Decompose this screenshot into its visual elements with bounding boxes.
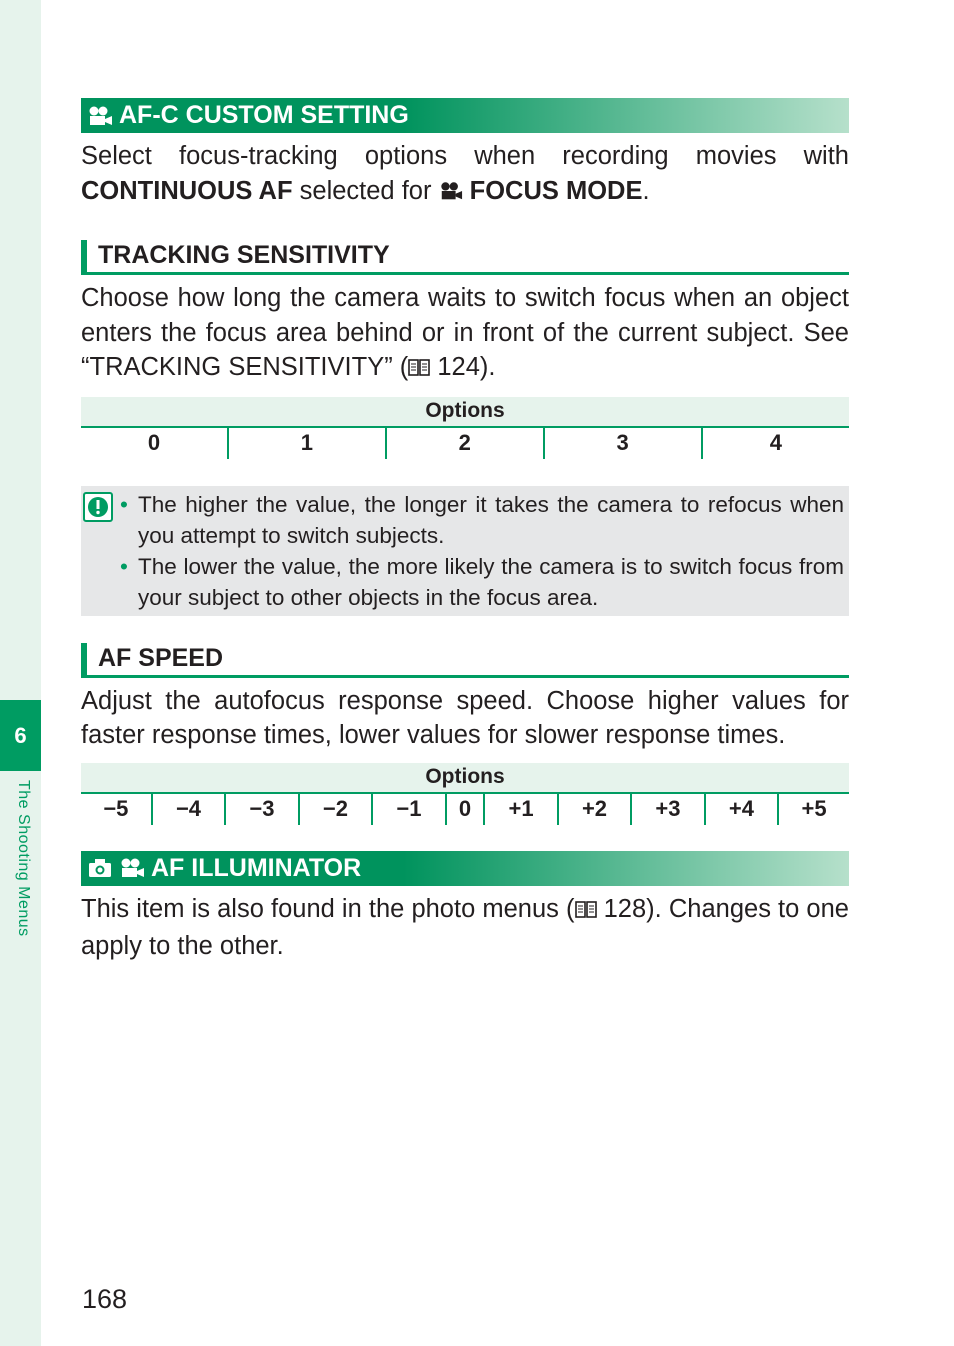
- option-cell: −3: [225, 793, 298, 825]
- section-banner-af-illuminator: [81, 851, 849, 886]
- chapter-tab: [0, 700, 41, 771]
- option-cell: −4: [152, 793, 225, 825]
- option-cell: +1: [484, 793, 557, 825]
- afspeed-description: Adjust the autofocus response speed. Choose higher values for faster response times, lower values for slower response times.: [81, 686, 849, 749]
- caution-icon: [83, 492, 113, 522]
- page-number: 168: [82, 1284, 128, 1314]
- tracking-description: Choose how long the camera waits to switch focus when an object enters the focus area behind or in front of the current subject. See “TRACKING SENSITIVITY” ( 124).: [81, 281, 849, 388]
- option-cell: 1: [228, 427, 386, 459]
- caution-item: • The higher the value, the longer it takes the camera to refocus when you attempt to switch subjects.: [138, 489, 844, 551]
- page-content: [81, 98, 849, 964]
- caution-item: • The lower the value, the more likely the camera is to switch focus from your subject to other objects in the focus area.: [138, 551, 844, 613]
- option-cell: 0: [147, 430, 161, 455]
- section-title: AF ILLUMINATOR: [151, 853, 362, 882]
- movie-camera-icon: [87, 105, 113, 127]
- afspeed-options-table: [81, 763, 849, 825]
- option-cell: 4: [702, 427, 849, 459]
- option-cell: +3: [631, 793, 704, 825]
- book-icon: [575, 895, 597, 930]
- option-cell: +2: [558, 793, 631, 825]
- side-strip: [0, 0, 41, 1346]
- movie-camera-icon: [439, 177, 463, 212]
- option-cell: +4: [705, 793, 778, 825]
- movie-camera-icon: [119, 857, 145, 879]
- subheading-tracking: TRACKING SENSITIVITY: [81, 240, 849, 275]
- chapter-number: 6: [14, 722, 27, 748]
- af-illuminator-description: This item is also found in the photo menus ( 128). Changes to one apply to the other.: [81, 894, 849, 960]
- tracking-options-table: [81, 397, 849, 459]
- section-title: AF-C CUSTOM SETTING: [119, 101, 409, 129]
- option-cell: −5: [103, 796, 129, 821]
- caution-box: [81, 486, 849, 616]
- option-cell: 3: [544, 427, 702, 459]
- option-cell: −1: [372, 793, 445, 825]
- option-cell: −2: [299, 793, 372, 825]
- table-header: Options: [81, 397, 849, 427]
- option-cell: 0: [446, 793, 485, 825]
- book-icon: [408, 353, 430, 388]
- table-header: Options: [81, 763, 849, 793]
- option-cell: 2: [386, 427, 544, 459]
- still-camera-icon: [87, 857, 113, 879]
- subheading-afspeed: AF SPEED: [81, 643, 849, 678]
- option-cell: +5: [778, 793, 849, 825]
- section-banner-afc: [81, 98, 849, 133]
- caution-list: [138, 489, 844, 613]
- section-intro: Select focus-tracking options when recording movies with CONTINUOUS AF selected for FOCUS MODE.: [81, 139, 849, 211]
- chapter-name: The Shooting Menus: [15, 780, 32, 937]
